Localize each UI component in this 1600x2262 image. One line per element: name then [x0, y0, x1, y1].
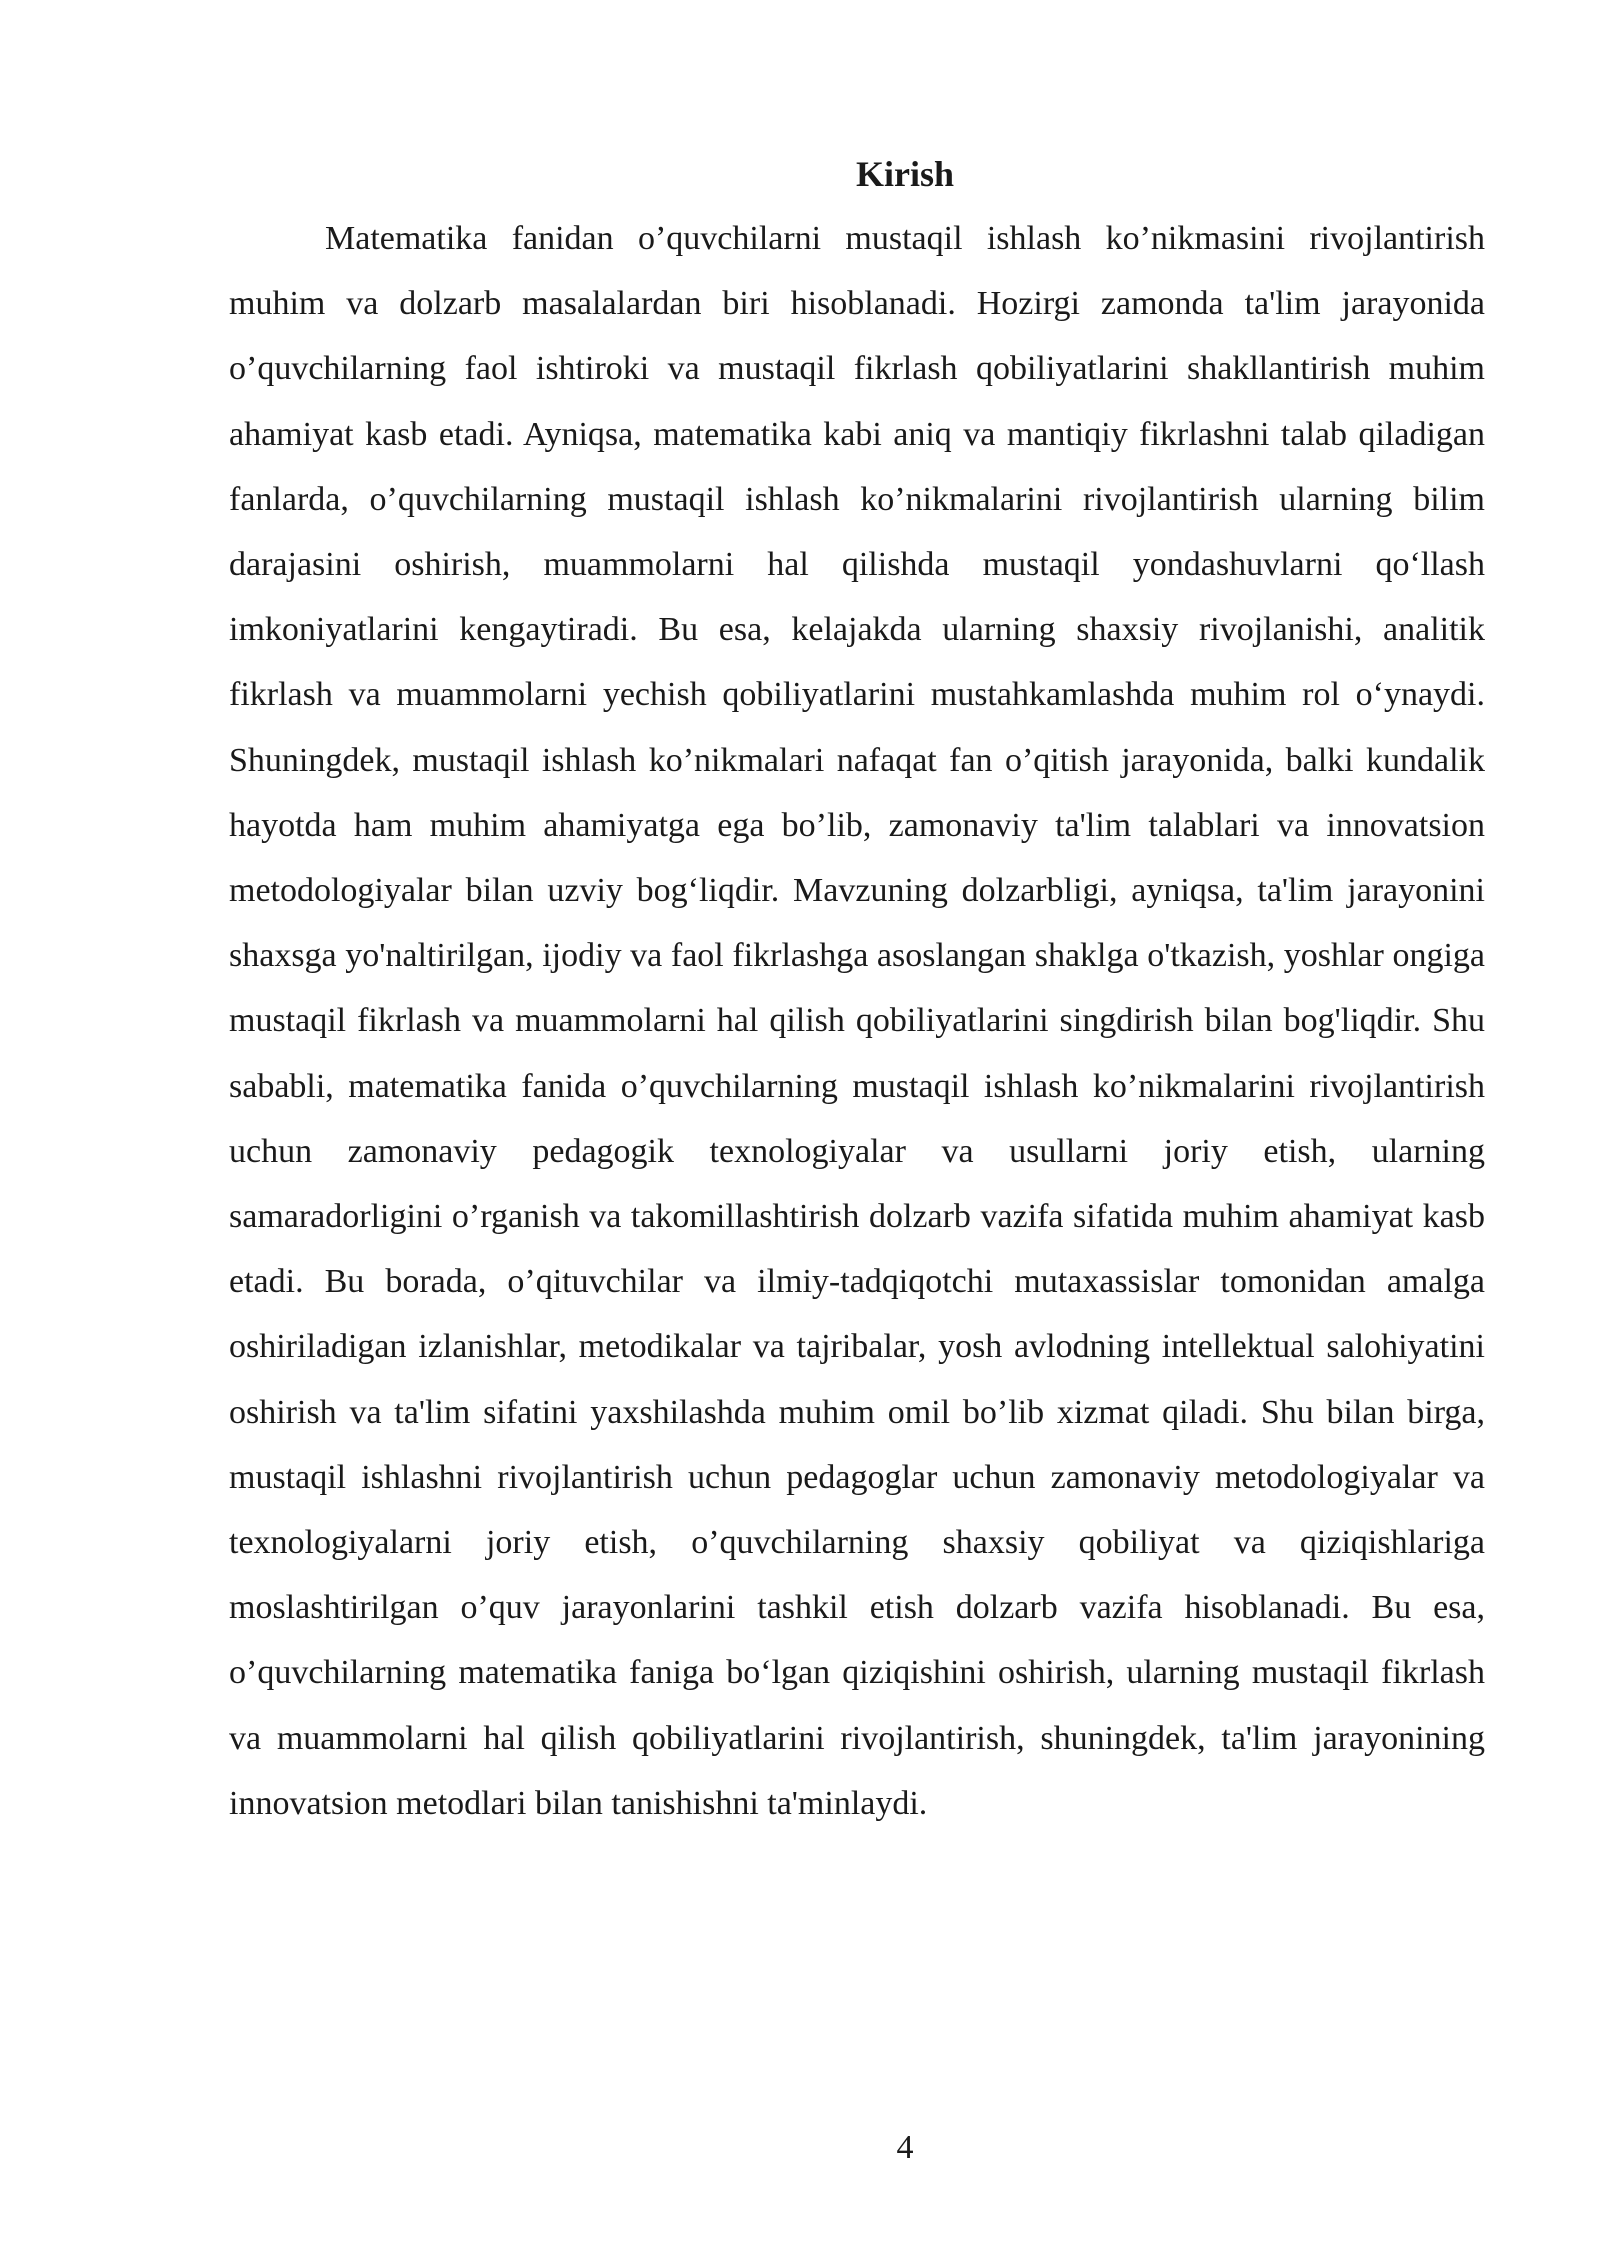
section-heading: Kirish: [855, 154, 954, 194]
page-number: 4: [896, 2129, 914, 2166]
body-paragraph: Matematika fanidan o’quvchilarni mustaqil ishlash ko’nikmasini rivojlantirish muhim va dolzarb masalalardan biri hisoblanadi. Hozirgi zamonda ta'lim jarayonida o’quvchilarning faol ishtiroki va mustaqil fikrlash qobiliyatlarini shakllantirish muhim ahamiyat kasb etadi. Ayniqsa, matematika kabi aniq va mantiqiy fikrlashni talab qiladigan fanlarda, o’quvchilarning mustaqil ishlash ko’nikmalarini rivojlantirish ularning bilim darajasini oshirish, muammolarni hal qilishda mustaqil yondashuvlarni qo‘llash imkoniyatlarini kengaytiradi. Bu esa, kelajakda ularning shaxsiy rivojlanishi, analitik fikrlash va muammolarni yechish qobiliyatlarini mustahkamlashda muhim rol o‘ynaydi. Shuningdek, mustaqil ishlash ko’nikmalari nafaqat fan o’qitish jarayonida, balki kundalik hayotda ham muhim ahamiyatga ega bo’lib, zamonaviy ta'lim talablari va innovatsion metodologiyalar bilan uzviy bog‘liqdir. Mavzuning dolzarbligi, ayniqsa, ta'lim jarayonini shaxsga yo'naltirilgan, ijodiy va faol fikrlashga asoslangan shaklga o'tkazish, yoshlar ongiga mustaqil fikrlash va muammolarni hal qilish qobiliyatlarini singdirish bilan bog'liqdir. Shu sababli, matematika fanida o’quvchilarning mustaqil ishlash ko’nikmalarini rivojlantirish uchun zamonaviy pedagogik texnologiyalar va usullarni joriy etish, ularning samaradorligini o’rganish va takomillashtirish dolzarb vazifa sifatida muhim ahamiyat kasb etadi. Bu borada, o’qituvchilar va ilmiy-tadqiqotchi mutaxassislar tomonidan amalga oshiriladigan izlanishlar, metodikalar va tajribalar, yosh avlodning intellektual salohiyatini oshirish va ta'lim sifatini yaxshilashda muhim omil bo’lib xizmat qiladi. Shu bilan birga, mustaqil ishlashni rivojlantirish uchun pedagoglar uchun zamonaviy metodologiyalar va texnologiyalarni joriy etish, o’quvchilarning shaxsiy qobiliyat va qiziqishlariga moslashtirilgan o’quv jarayonlarini tashkil etish dolzarb vazifa hisoblanadi. Bu esa, o’quvchilarning matematika faniga bo‘lgan qiziqishini oshirish, ularning mustaqil fikrlash va muammolarni hal qilish qobiliyatlarini rivojlantirish, shuningdek, ta'lim jarayonining innovatsion metodlari bilan tanishishni ta'minlaydi.: [229, 220, 1485, 1822]
